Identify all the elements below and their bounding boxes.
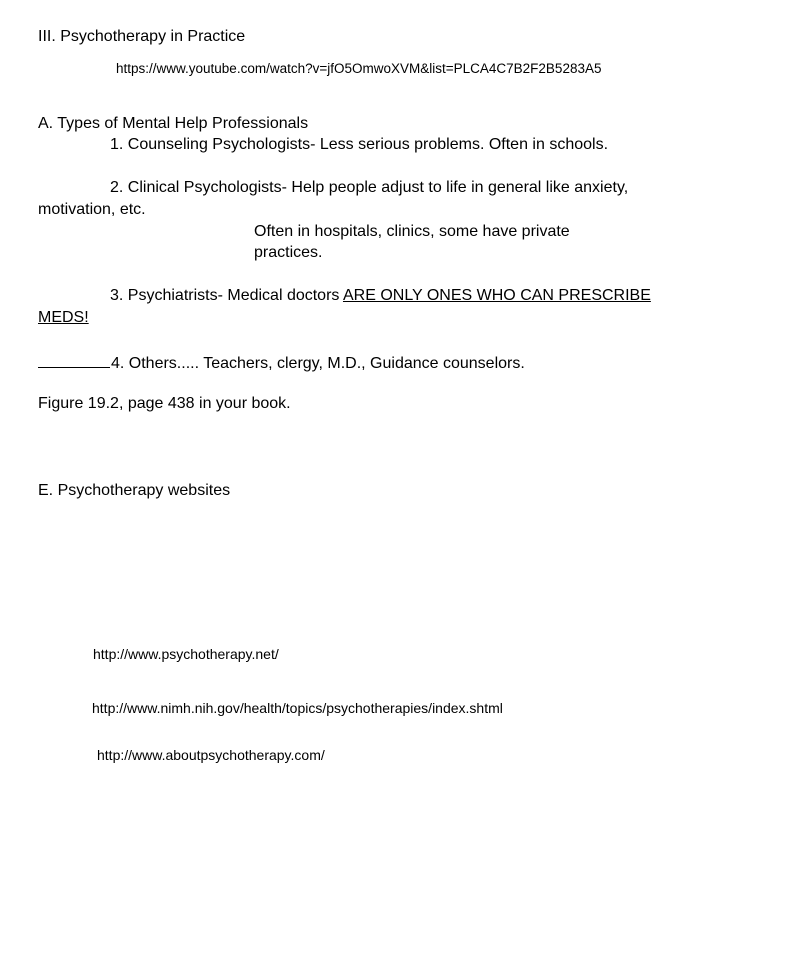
page-title: III. Psychotherapy in Practice (38, 28, 246, 45)
item-clinical-psychologists: 2. Clinical Psychologists- Help people adjust to life in general like anxiety, (110, 179, 629, 196)
item-counseling-psychologists: 1. Counseling Psychologists- Less serious problems. Often in schools. (110, 136, 609, 153)
section-a-title: A. Types of Mental Help Professionals (38, 115, 309, 132)
item-psychiatrists-cont: MEDS! (38, 309, 89, 326)
blank-underline (38, 351, 110, 368)
item-others (38, 351, 525, 374)
link-nimh[interactable]: http://www.nimh.nih.gov/health/topics/psychotherapies/index.shtml (92, 700, 503, 716)
link-psychotherapy-net[interactable]: http://www.psychotherapy.net/ (93, 646, 279, 662)
item-psychiatrists (110, 286, 651, 306)
link-aboutpsychotherapy[interactable]: http://www.aboutpsychotherapy.com/ (97, 747, 325, 763)
section-e-title: E. Psychotherapy websites (38, 482, 231, 499)
figure-reference: Figure 19.2, page 438 in your book. (38, 395, 291, 412)
clinical-note-line1: Often in hospitals, clinics, some have private (254, 223, 570, 240)
others-label: 4. Others..... Teachers, clergy, M.D., Guidance counselors. (111, 355, 525, 372)
clinical-note-line2: practices. (254, 244, 323, 261)
psychiatrists-label: 3. Psychiatrists- Medical doctors (110, 287, 343, 304)
video-link[interactable]: https://www.youtube.com/watch?v=jfO5OmwoXVM&list=PLCA4C7B2F2B5283A5 (116, 61, 602, 76)
item-clinical-psychologists-cont: motivation, etc. (38, 201, 146, 218)
prescribe-emphasis: ARE ONLY ONES WHO CAN PRESCRIBE (342, 287, 651, 304)
